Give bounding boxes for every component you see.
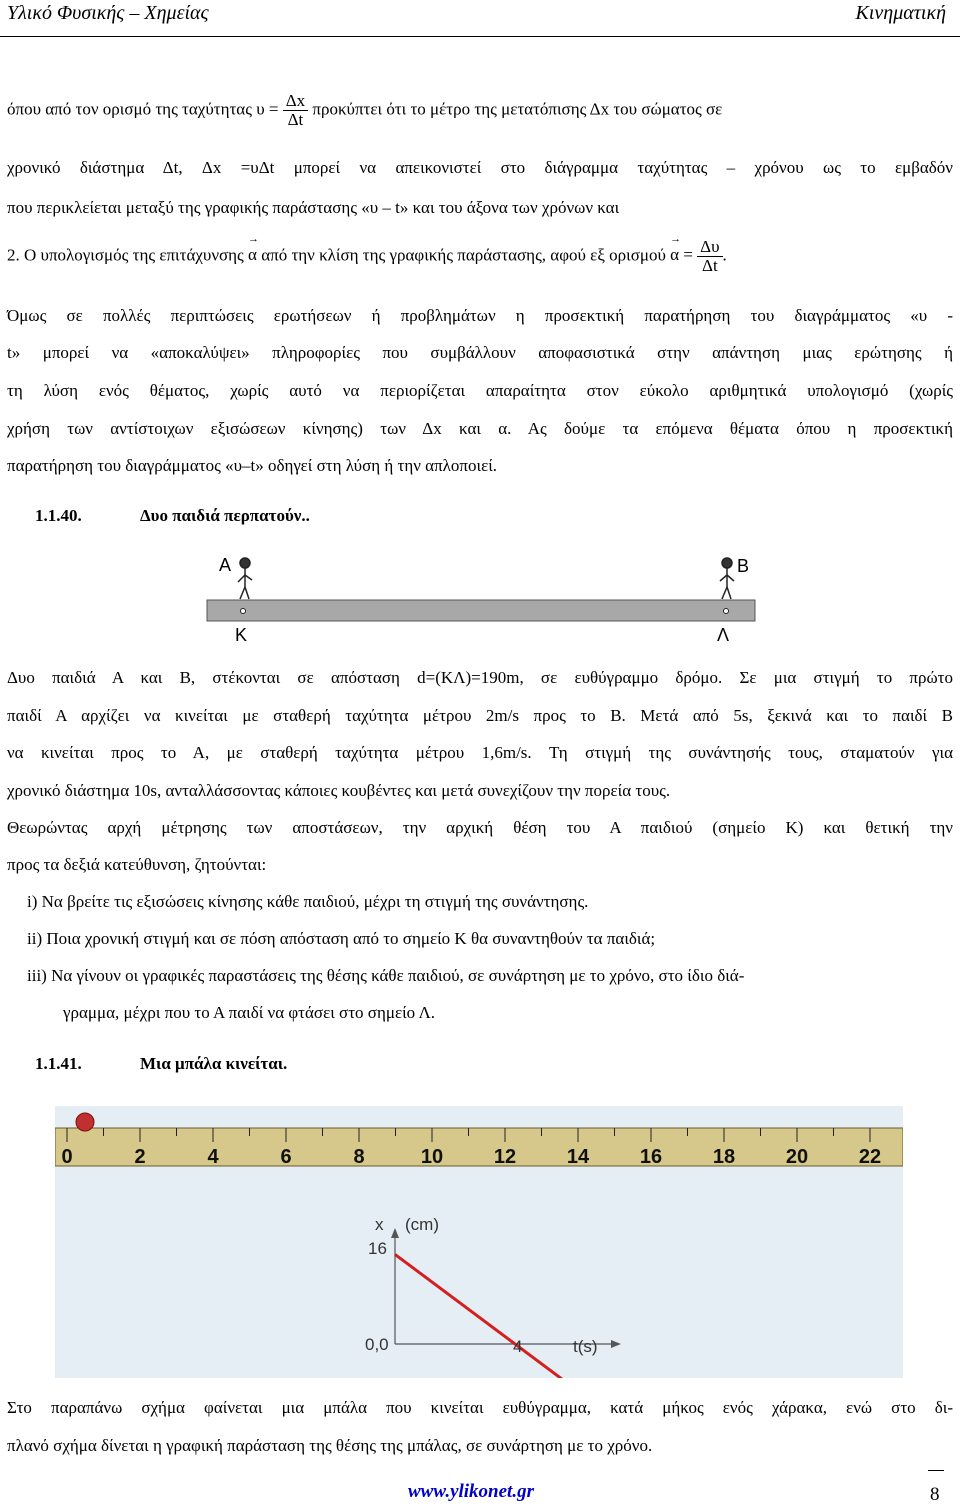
x-tick-label: 4 [513, 1337, 523, 1356]
body-line: χρήση των αντίστοιχων εξισώσεων κίνησης) των Δx και α. Ας δούμε τα επόμενα θέματα όπου η προσεκτική [7, 419, 953, 438]
ruler-tick-label: 14 [566, 1146, 590, 1168]
ruler-tick-label: 22 [858, 1146, 882, 1168]
question-iii-cont: γραμμα, μέχρι που το Α παιδί να φτάσει στο σημείο Λ. [63, 1003, 436, 1022]
point-k-marker [241, 609, 246, 614]
ruler-tick-label: 2 [134, 1146, 146, 1168]
ruler-tick-label: 8 [353, 1146, 365, 1168]
section-title: Μια μπάλα κινείται. [140, 1054, 288, 1073]
label-k: Κ [235, 625, 248, 645]
acceleration-line: 2. Ο υπολογισμός της επιτάχυνσης → α από την κλίση της γραφικής παράστασης, αφού εξ ορισμού → α = $\frac{\Delta\upsilon}{\Delta t}$ . [7, 238, 953, 275]
velocity-fraction: $\frac{\Delta x}{\Delta t}$ [283, 92, 308, 129]
body-line: t» μπορεί να «αποκαλύψει» πληροφορίες που συμβάλλουν αποφασιστικά στην απάντηση μιας ερώτησης ή [7, 343, 953, 362]
ruler-tick-label: 10 [420, 1146, 444, 1168]
body-line: Στο παραπάνω σχήμα φαίνεται μια μπάλα που κινείται ευθύγραμμα, κατά μήκος ενός χάρακα, ενώ στο δι- [7, 1398, 953, 1417]
question-iii: iii) Να γίνουν οι γραφικές παραστάσεις της θέσης κάθε παιδιού, σε συνάρτηση με το χρόνο, στο ίδιο διά- [27, 966, 745, 985]
ruler-tick-label: 18 [712, 1146, 736, 1168]
ruler-tick-label: 20 [785, 1146, 809, 1168]
question-i: i) Να βρείτε τις εξισώσεις κίνησης κάθε παιδιού, μέχρι τη στιγμή της συνάντησης. [27, 892, 589, 911]
road-figure [205, 545, 757, 651]
header-right: Κινηματική [855, 2, 946, 24]
body-line: χρονικό διάστημα 10s, ανταλλάσσοντας κάποιες κουβέντες και μετά συνεχίζουν την πορεία τους. [7, 781, 671, 800]
y-tick-label: 16 [368, 1239, 387, 1258]
origin-label: 0,0 [365, 1335, 389, 1354]
page-number-rule [928, 1470, 944, 1471]
velocity-definition-line: όπου από τον ορισμό της ταχύτητας υ = $\frac{\Delta x}{\Delta t}$ προκύπτει ότι το μέτρο της μετατόπισης Δx του σώματος σε [7, 91, 723, 129]
body-line: προς τα δεξιά κατεύθυνση, ζητούνται: [7, 855, 267, 874]
ruler-tick-label: 4 [207, 1146, 219, 1168]
road-bar [207, 600, 755, 621]
footer-site-link[interactable]: www.ylikonet.gr [408, 1481, 534, 1502]
acceleration-fraction: $\frac{\Delta\upsilon}{\Delta t}$ [697, 238, 722, 275]
x-axis-label: t(s) [573, 1337, 598, 1356]
body-line: να κινείται προς το Α, με σταθερή ταχύτητα μέτρου 1,6m/s. Τη στιγμή της συνάντησής τους, σταματούν για [7, 743, 953, 762]
page-number: 8 [930, 1484, 940, 1505]
section-title: Δυο παιδιά περπατούν.. [140, 506, 310, 525]
body-line: τη λύση ενός θέματος, χωρίς αυτό να περιορίζεται απαραίτητα στον εύκολο αριθμητικά υπολογισμό (χωρίς [7, 381, 953, 400]
body-line: χρονικό διάστημα Δt, Δx =υΔt μπορεί να απεικονιστεί στο διάγραμμα ταχύτητας – χρόνου ως το εμβαδόν [7, 158, 953, 177]
ruler-tick-label: 16 [639, 1146, 663, 1168]
section-number: 1.1.40. [35, 506, 82, 525]
header-left: Υλικό Φυσικής – Χημείας [7, 2, 209, 24]
section-number: 1.1.41. [35, 1054, 82, 1073]
ball [76, 1113, 94, 1131]
body-line: παρατήρηση του διαγράμματος «υ–t» οδηγεί στη λύση ή την απλοποιεί. [7, 456, 498, 475]
label-b: Β [737, 556, 750, 576]
ruler-tick-label: 6 [280, 1146, 292, 1168]
y-axis-unit: (cm) [405, 1215, 439, 1234]
body-line: Δυο παιδιά Α και Β, στέκονται σε απόσταση d=(ΚΛ)=190m, σε ευθύγραμμο δρόμο. Σε μια στιγμή το πρώτο [7, 668, 953, 687]
body-line: παιδί Α αρχίζει να κινείται με σταθερή ταχύτητα μέτρου 2m/s προς το Β. Μετά από 5s, ξεκινά και το παιδί Β [7, 706, 953, 725]
label-a: Α [219, 555, 232, 575]
question-ii: ii) Ποια χρονική στιγμή και σε πόση απόσταση από το σημείο Κ θα συναντηθούν τα παιδιά; [27, 929, 656, 948]
ball-ruler-figure [55, 1106, 903, 1378]
body-line: που περικλείεται μεταξύ της γραφικής παράστασης «υ – t» και του άξονα των χρόνων και [7, 198, 620, 217]
header-rule [0, 36, 960, 37]
body-line: Όμως σε πολλές περιπτώσεις ερωτήσεων ή προβλημάτων η προσεκτική παρατήρηση του διαγράμματος «υ - [7, 306, 953, 325]
body-line: πλανό σχήμα δίνεται η γραφική παράσταση της θέσης της μπάλας, σε συνάρτηση με το χρόνο. [7, 1436, 653, 1455]
ruler-tick-label: 12 [493, 1146, 517, 1168]
point-l-marker [724, 609, 729, 614]
y-axis-label: x [375, 1215, 384, 1234]
label-l: Λ [717, 625, 730, 645]
ruler-tick-label: 0 [61, 1146, 73, 1168]
body-line: Θεωρώντας αρχή μέτρησης των αποστάσεων, την αρχική θέση του Α παιδιού (σημείο Κ) και θετική την [7, 818, 953, 837]
ruler-bar [55, 1128, 903, 1166]
